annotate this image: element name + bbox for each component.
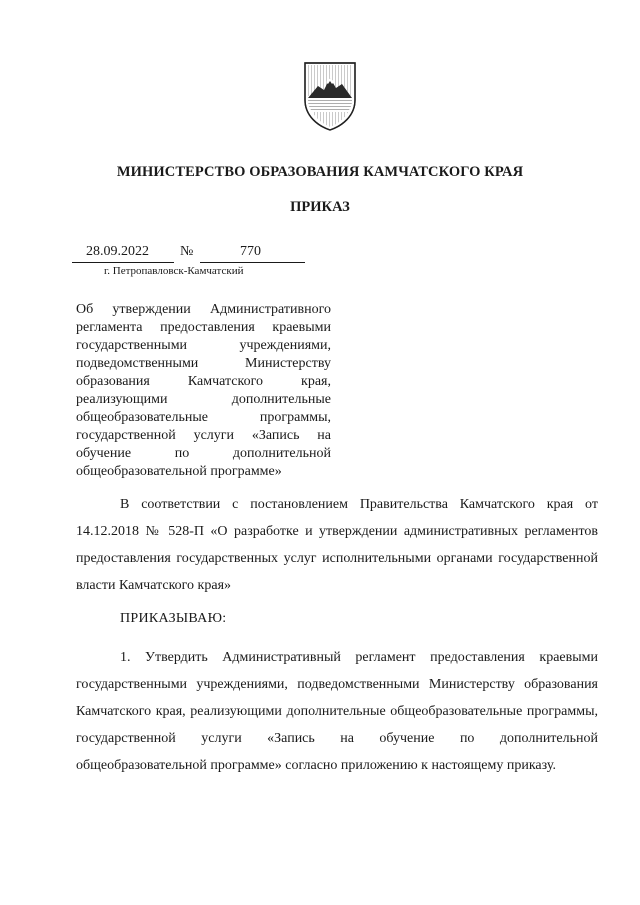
preamble-paragraph: В соответствии с постановлением Правительства Камчатского края от 14.12.2018 № 528-П «О разработке и утверждении административных регламентов предоставления государственных услуг исполнительными органами государственной власти Камчатского края»: [76, 497, 598, 593]
order-item-1: 1. Утвердить Административный регламент предоставления краевыми государственными учреждениями, подведомственными Министерству образования Камчатского края, реализующими дополнительные общеобразовательные программы, государственной услуги «Запись на обучение по дополнительной общеобразовательной программе» согласно приложению к настоящему приказу.: [76, 650, 598, 773]
document-number: 770: [240, 244, 261, 259]
ministry-title: МИНИСТЕРСТВО ОБРАЗОВАНИЯ КАМЧАТСКОГО КРАЯ: [116, 164, 524, 180]
kamchatka-coat-of-arms-icon: [302, 60, 358, 132]
document-registration: [72, 244, 305, 264]
document-type: ПРИКАЗ: [290, 199, 350, 215]
number-sign: №: [180, 244, 194, 259]
document-subject: Об утверждении Административного регламента предоставления краевыми государственными учреждениями, подведомственными Министерству образования Камчатского края, реализующими дополнительные общеобразовательные программы, государственной услуги «Запись на обучение по дополнительной общеобразовательной программе»: [76, 302, 331, 479]
document-date: 28.09.2022: [86, 244, 149, 259]
number-underline: [200, 262, 305, 263]
city: г. Петропавловск-Камчатский: [104, 265, 244, 277]
order-word: ПРИКАЗЫВАЮ:: [120, 611, 227, 626]
date-underline: [72, 262, 174, 263]
